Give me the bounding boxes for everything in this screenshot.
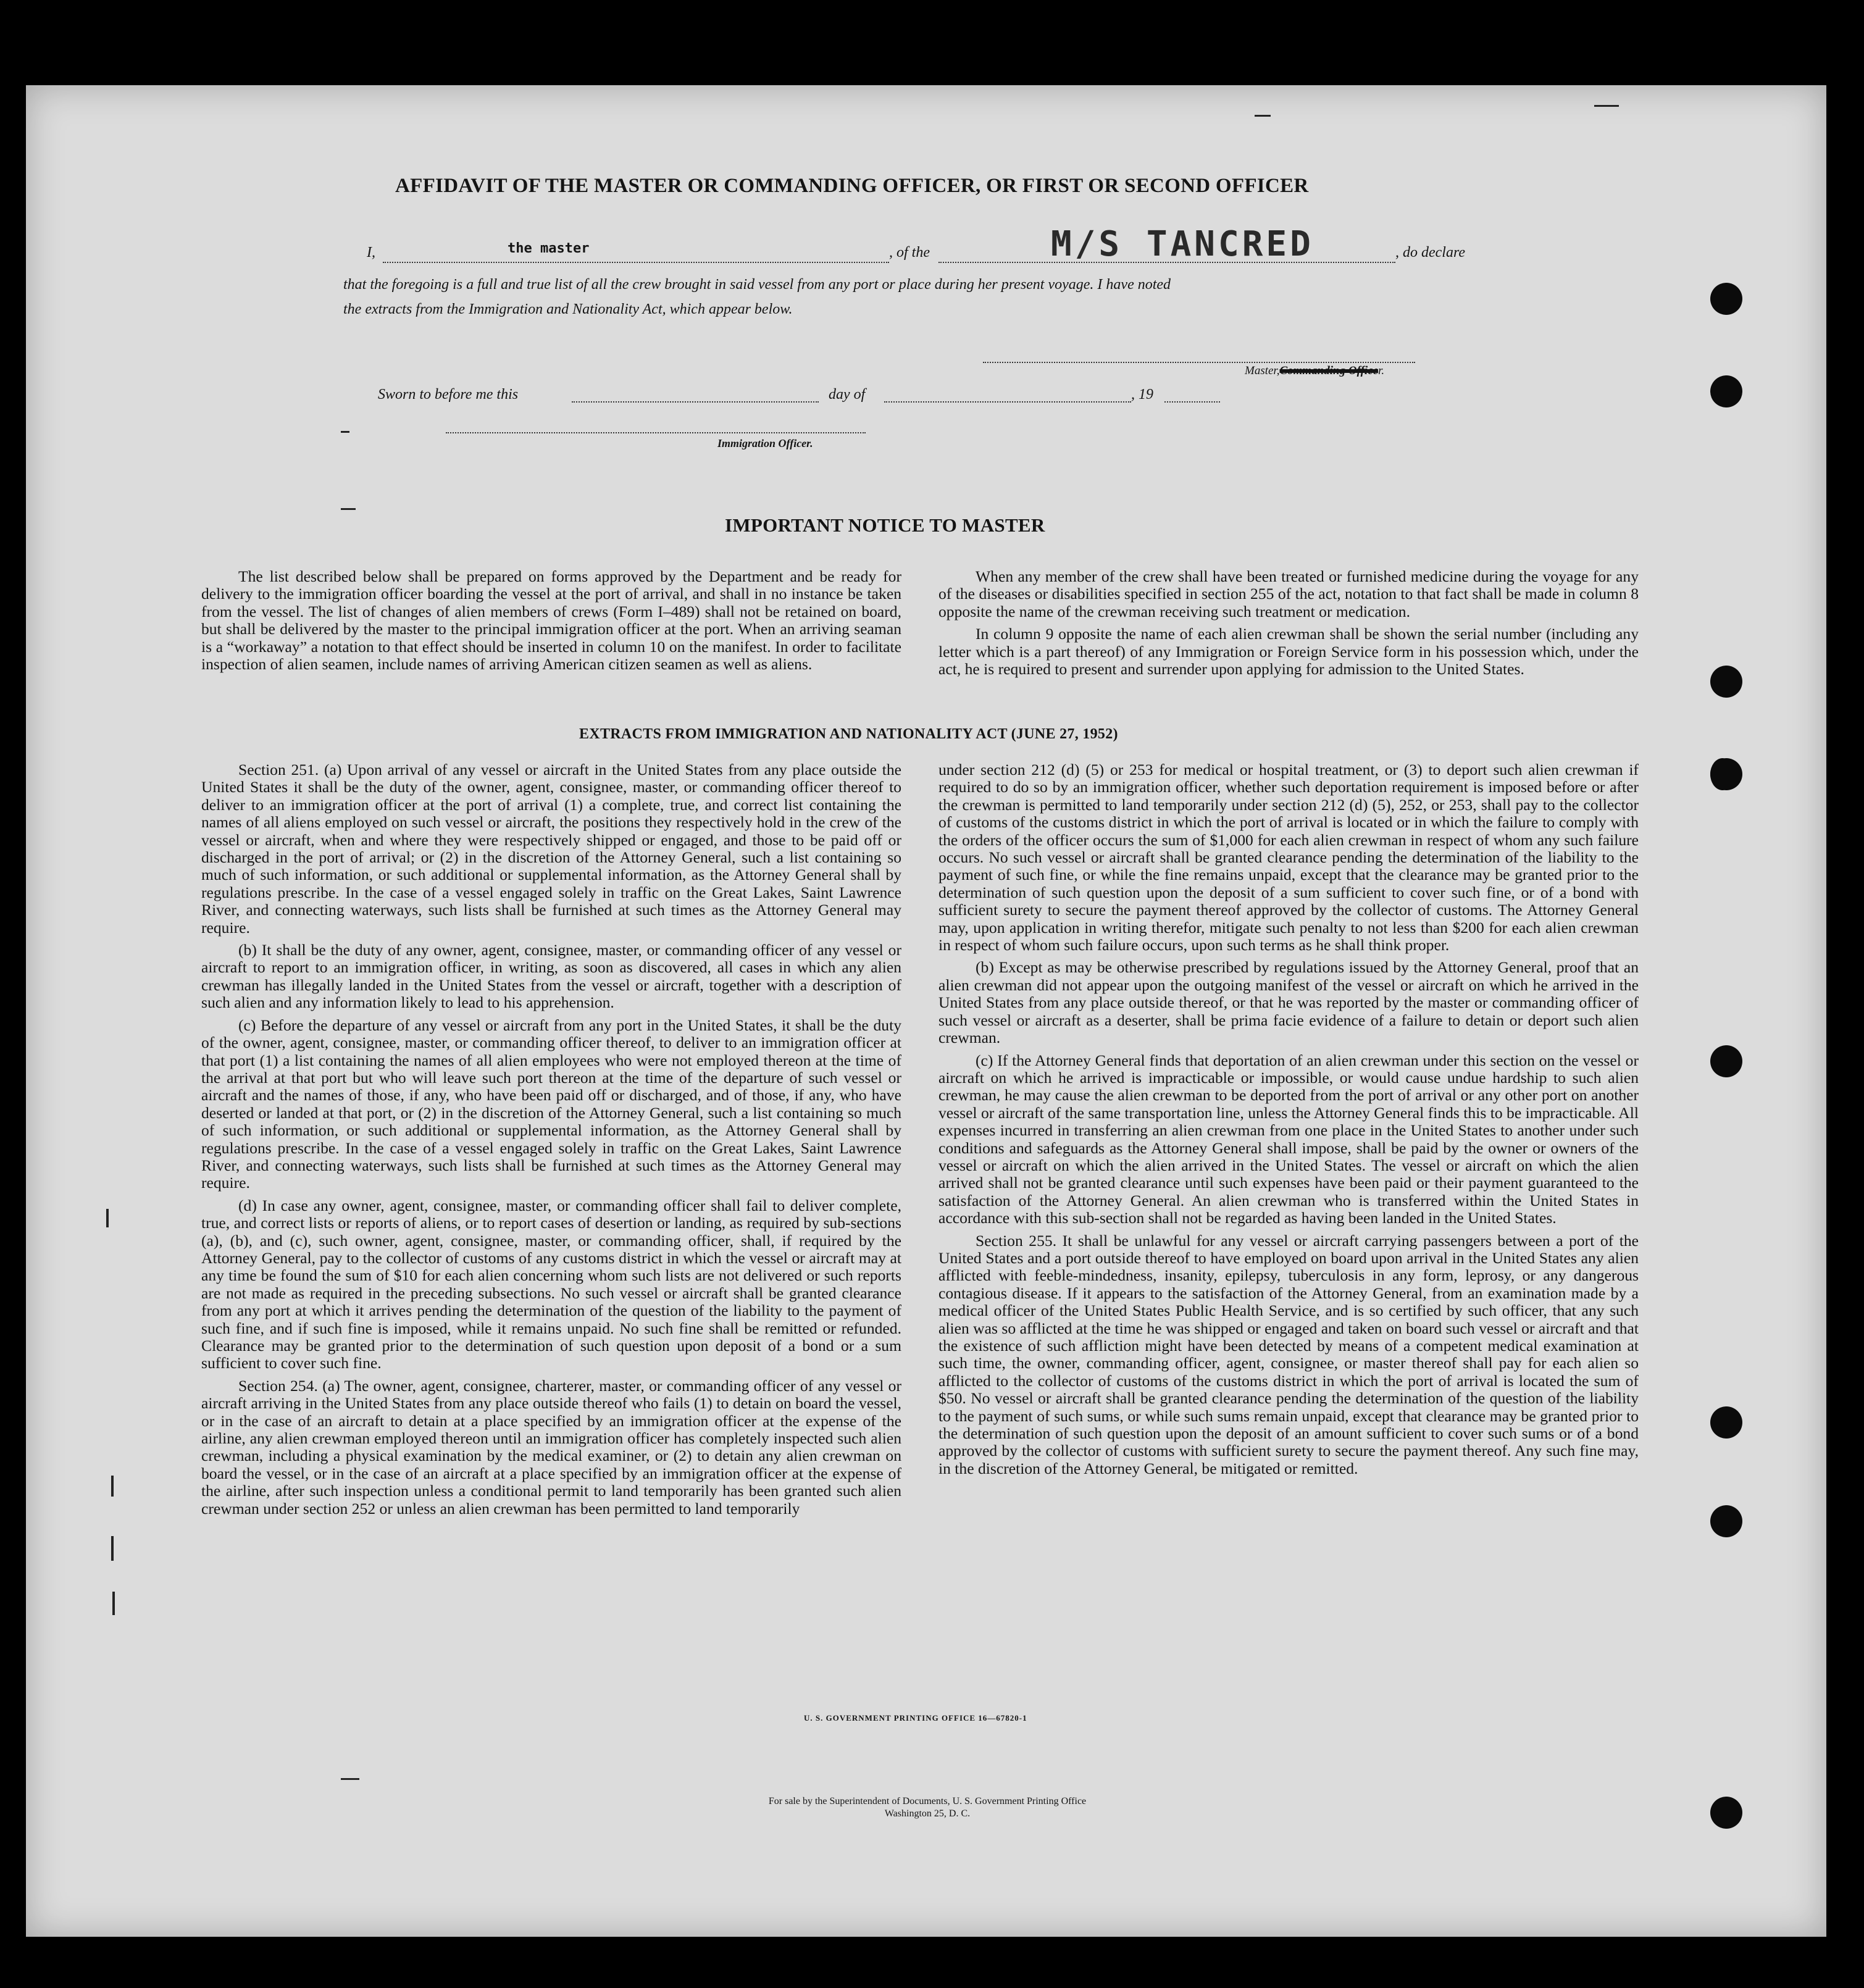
punch-hole	[1710, 1045, 1742, 1077]
master-label: Master,	[1245, 364, 1280, 377]
punch-hole	[1710, 1406, 1742, 1439]
section-251-a: Section 251. (a) Upon arrival of any vessel or aircraft in the United States from any place outside the United States it shall be the duty of the owner, agent, consignee, master, or commanding officer thereof to deliver to an immigration officer at the port of arrival (1) a complete, true, and correct list containing the names of all aliens employed on such vessel or aircraft, the positions they respectively hold in the crew of the vessel or aircraft, when and where they were respectively shipped or engaged, and those to be paid off or discharged in the port of arrival; or (2) in the discretion of the Attorney General, such a list containing so much of such information, or such additional or supplemental information, as the Attorney General shall by regulations prescribe. In the case of a vessel engaged solely in traffic on the Great Lakes, Saint Lawrence River, and connecting waterways, such lists shall be furnished at such times as the Attorney General may require.	[201, 761, 901, 937]
punch-hole	[1710, 1797, 1742, 1829]
affidavit-title: AFFIDAVIT OF THE MASTER OR COMMANDING OFFICER, OR FIRST OR SECOND OFFICER	[395, 175, 1309, 197]
extracts-left-column	[201, 761, 901, 1522]
affidavit-statement-2: the extracts from the Immigration and Nationality Act, which appear below.	[343, 301, 793, 317]
scan-mark	[341, 431, 349, 433]
sale-notice	[619, 1795, 1236, 1820]
scan-mark	[112, 1592, 115, 1615]
sworn-day-line	[572, 401, 819, 403]
immigration-officer-line	[446, 432, 866, 433]
punch-hole	[1710, 283, 1742, 315]
extracts-title: EXTRACTS FROM IMMIGRATION AND NATIONALITY ACT (JUNE 27, 1952)	[579, 726, 1118, 742]
notice-title: IMPORTANT NOTICE TO MASTER	[725, 514, 1045, 536]
scan-mark	[111, 1536, 114, 1561]
printing-office-code: U. S. GOVERNMENT PRINTING OFFICE 16—67820-1	[804, 1713, 1027, 1723]
section-251-c: (c) Before the departure of any vessel or aircraft from any port in the United States, it shall be the duty of the owner, agent, consignee, master, or commanding officer thereof, to deliver to an immigration officer at that port (1) a list containing the names of all alien employees who were not employed thereon at the time of the arrival at that port but who will leave such port thereon at the time of the departure of such vessel or aircraft and the names of those, if any, who have been paid off or discharged, and of those, if any, who have deserted or landed at that port, or (2) in the discretion of the Attorney General, such a list containing so much of such information, or such additional or supplemental information, as the Attorney General shall by regulations prescribe. In the case of a vessel engaged solely in traffic on the Great Lakes, Saint Lawrence River, and connecting waterways, such lists shall be furnished at such times as the Attorney General may require.	[201, 1016, 901, 1192]
declarant-typed: the master	[508, 241, 590, 256]
section-251-d: (d) In case any owner, agent, consignee, master, or commanding officer shall fail to deliver complete, true, and correct lists or reports of aliens, or to report cases of desertion or landing, as required by sub-sections (a), (b), and (c), such owner, agent, consignee, master, or commanding officer, shall, if required by the Attorney General, pay to the collector of customs of any customs district in which the vessel or aircraft may at any time be found the sum of $10 for each alien concerning whom such lists are not delivered or such reports are not made as required in the preceding subsections. No such vessel or aircraft shall be granted clearance from any port at which it arrives pending the determination of the question of the liability to the payment of such fine, and if such fine is imposed, while it remains unpaid. No such fine shall be remitted or refunded. Clearance may be granted prior to the determination of such question upon deposit of a bond or a sum sufficient to cover such fine.	[201, 1196, 901, 1372]
declaration-prefix: I,	[367, 244, 375, 261]
notice-paragraph-medicine: When any member of the crew shall have been treated or furnished medicine during the voyage for any of the diseases or disabilities specified in section 255 of the act, notation to that fact shall be made in column 8 opposite the name of the crewman receiving such treatment or medication.	[938, 567, 1639, 620]
immigration-officer-label: Immigration Officer.	[717, 437, 813, 449]
vessel-name-stamp: M/S TANCRED	[1051, 224, 1314, 264]
scan-mark	[341, 508, 356, 510]
notice-left-column	[201, 568, 901, 678]
scan-mark	[1594, 105, 1619, 107]
notice-right-column	[938, 568, 1639, 683]
signature-end: r.	[1378, 364, 1385, 377]
punch-hole	[1710, 758, 1742, 790]
notice-paragraph-serial: In column 9 opposite the name of each alien crewman shall be shown the serial number (including any letter which is a part thereof) of any Immigration or Foreign Service form in his possession which, under the act, he is required to present and surrender upon applying for admission to the United States.	[938, 625, 1639, 679]
affidavit-statement-1: that the foregoing is a full and true list of all the crew brought in said vessel from any port or place during her present voyage. I have noted	[343, 277, 1171, 293]
punch-hole	[1710, 375, 1742, 407]
section-254-b: (b) Except as may be otherwise prescribed by regulations issued by the Attorney General, proof that an alien crewman did not appear upon the outgoing manifest of the vessel or aircraft on which he arrived in the United States from any place outside thereof, or that he was reported by the master or commanding officer of such vessel or aircraft as a deserter, shall be prima facie evidence of a failure to detain or deport such alien crewman.	[938, 958, 1639, 1047]
year-line	[1164, 401, 1220, 403]
section-254-a: Section 254. (a) The owner, agent, consignee, charterer, master, or commanding officer of any vessel or aircraft arriving in the United States from any place outside thereof who fails (1) to detain on board the vessel, or in the case of an aircraft to detain at a place specified by an immigration officer at the expense of the airline, any alien crewman employed thereon until an immigration officer has completely inspected such alien crewman, including a physical examination by the medical examiner, or (2) to detain any alien crewman on board the vessel, or in the case of an aircraft at a place specified by an immigration officer at the expense of the airline, after such inspection unless a conditional permit to land temporarily has been granted such alien crewman under section 252 or unless an alien crewman has been permitted to land temporarily	[201, 1376, 901, 1518]
of-the-label: , of the	[889, 244, 930, 261]
scan-mark	[341, 1778, 359, 1780]
notice-paragraph: The list described below shall be prepared on forms approved by the Department and be ready for delivery to the immigration officer boarding the vessel at the port of arrival, and shall in no instance be taken from the vessel. The list of changes of alien members of crews (Form I–489) shall not be retained on board, but shall be delivered by the master to the principal immigration officer at the port. When an arriving seaman is a “workaway” a notation to that effect should be inserted in column 10 on the manifest. In order to facilitate inspection of alien seamen, include names of arriving American citizen seamen as well as aliens.	[201, 567, 901, 674]
do-declare-label: , do declare	[1395, 244, 1466, 261]
sworn-month-line	[884, 401, 1131, 403]
section-254-a-cont: under section 212 (d) (5) or 253 for medical or hospital treatment, or (3) to deport such alien crewman if required to do so by an immigration officer, whether such deportation requirement is imposed before or after the crewman is permitted to land temporarily under section 212 (d) (5), 252, or 253, shall pay to the collector of customs of the customs district in which the port of arrival is located or in which the failure to comply with the orders of the officer occurs the sum of $1,000 for each alien crewman in respect of whom any such failure occurs. No such vessel or aircraft shall be granted clearance pending the determination of the liability to the payment of such fine, or while the fine remains unpaid, except that the clearance may be granted prior to the determination of such question upon the deposit of a sum sufficient to cover such fine, or of a bond with sufficient surety to secure the payment thereof approved by the collector of customs. The Attorney General may, upon application in writing therefor, mitigate such penalty to not less than $200 for each alien crewman in respect of whom such failure occurs, upon such terms as he shall think proper.	[938, 761, 1639, 954]
scan-mark	[1255, 115, 1271, 117]
section-251-b: (b) It shall be the duty of any owner, agent, consignee, master, or commanding officer of any vessel or aircraft to report to an immigration officer, in writing, as soon as discovered, all cases in which any alien crewman has illegally landed in the United States from the vessel or aircraft, together with a description of such alien and any information likely to lead to his apprehension.	[201, 941, 901, 1012]
sworn-prefix: Sworn to before me this	[378, 386, 519, 403]
master-signature-line	[983, 362, 1415, 363]
year-prefix: , 19	[1131, 386, 1153, 403]
declarant-line	[383, 262, 889, 263]
form-page	[26, 85, 1826, 1937]
section-255: Section 255. It shall be unlawful for any vessel or aircraft carrying passengers between a port of the United States and a port outside thereof to have employed on board upon arrival in the United States any alien afflicted with feeble-mindedness, insanity, epilepsy, tuberculosis in any form, leprosy, or any dangerous contagious disease. If it appears to the satisfaction of the Attorney General, from an examination made by a medical officer of the United States Public Health Service, and is so certified by such officer, that any such alien was so afflicted at the time he was shipped or engaged and taken on board such vessel or aircraft and that the existence of such affliction might have been detected by means of a competent medical examination at such time, the owner, commanding officer, agent, consignee, or master thereof shall pay for each alien so afflicted to the collector of customs of the customs district in which the port of arrival is located the sum of $50. No vessel or aircraft shall be granted clearance pending the determination of the question of the liability to the payment of such sums, or while such sums remain unpaid, except that clearance may be granted prior to the determination of such question upon the deposit of an amount sufficient to cover such sums or of a bond approved by the collector of customs with sufficient surety to secure the payment thereof. Any such fine may, in the discretion of the Attorney General, be mitigated or remitted.	[938, 1231, 1639, 1477]
master-signature-label	[1245, 364, 1384, 378]
sale-line-1: For sale by the Superintendent of Documents, U. S. Government Printing Office	[768, 1796, 1087, 1806]
punch-hole	[1710, 1505, 1742, 1537]
struck-commanding-officer: Commanding Office	[1279, 364, 1379, 377]
extracts-right-column	[938, 761, 1639, 1482]
scan-mark	[111, 1476, 114, 1497]
sale-line-2: Washington 25, D. C.	[884, 1808, 971, 1819]
scan-mark	[106, 1209, 109, 1227]
punch-hole	[1710, 666, 1742, 698]
section-254-c: (c) If the Attorney General finds that deportation of an alien crewman under this section on the vessel or aircraft on which he arrived is impracticable or impossible, or would cause undue hardship to such alien crewman, he may cause the alien crewman to be deported from the port of arrival or any other port on another vessel or aircraft of the same transportation line, unless the Attorney General finds this to be impracticable. All expenses incurred in transferring an alien crewman from one place in the United States to another under such conditions and safeguards as the Attorney General shall impose, shall be paid by the owner or owners of the vessel or aircraft on which the alien arrived in the United States. The vessel or aircraft on which the alien arrived shall not be granted clearance until such expenses have been paid or their payment guaranteed to the satisfaction of the Attorney General. An alien crewman who is transferred within the United States in accordance with this sub-section shall not be regarded as having been landed in the United States.	[938, 1051, 1639, 1227]
day-of-label: day of	[829, 386, 866, 403]
